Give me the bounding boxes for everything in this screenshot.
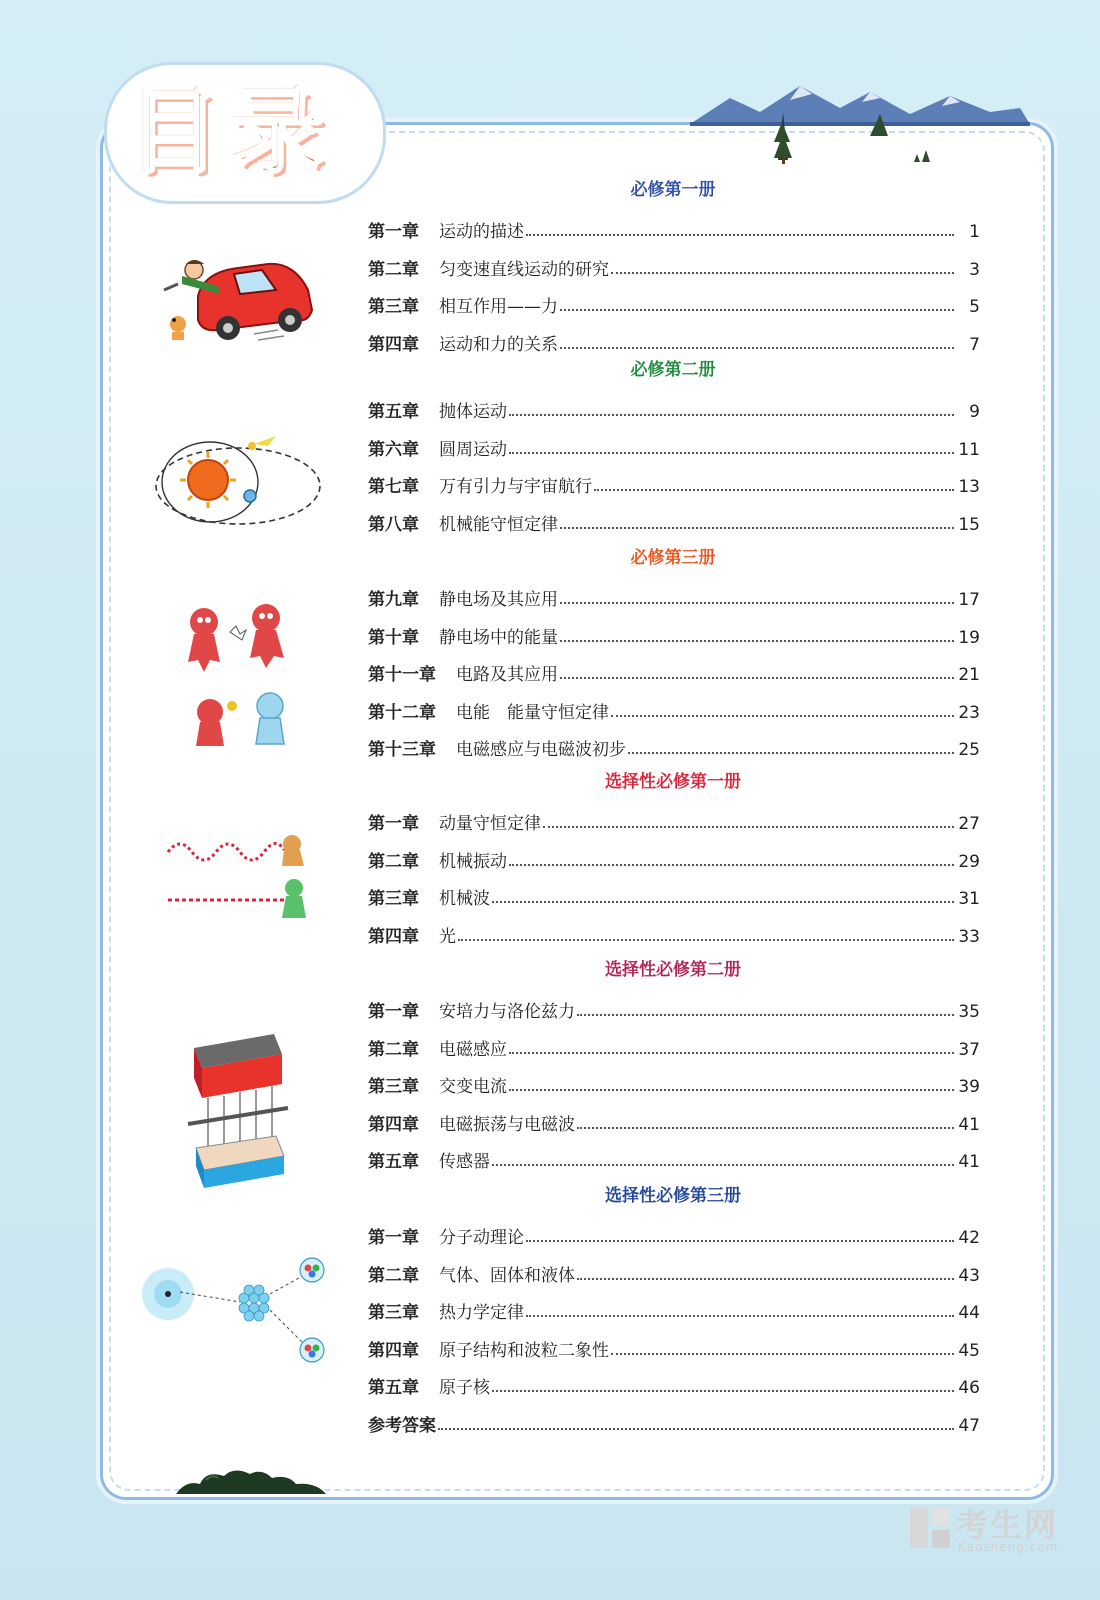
chapter-title: 安培力与洛伦兹力: [439, 1002, 575, 1022]
page-title: 目录: [128, 79, 337, 186]
toc-entry[interactable]: [368, 996, 980, 1022]
dot-leader: [611, 272, 954, 274]
chapter-title: 光: [439, 926, 456, 947]
toc-entry[interactable]: [368, 434, 980, 460]
toc-entry[interactable]: [368, 659, 980, 685]
dot-leader: [577, 1278, 954, 1280]
dot-leader: [543, 826, 954, 828]
toc-entry[interactable]: [368, 329, 980, 355]
mountain-decoration: [690, 78, 1030, 178]
toc-entry[interactable]: [368, 1297, 980, 1323]
chapter-title: 气体、固体和液体: [439, 1265, 575, 1286]
toc-entry[interactable]: [368, 1109, 980, 1135]
chapter-number: 第四章: [368, 334, 419, 355]
toc-entry[interactable]: [368, 1146, 980, 1172]
dot-leader: [577, 1014, 954, 1016]
dot-leader: [628, 752, 954, 754]
section-title: 必修第三册: [630, 548, 716, 568]
chapter-title: 电路及其应用: [456, 665, 558, 685]
chapter-number: 第四章: [368, 1340, 419, 1361]
page-number: 7: [969, 334, 980, 355]
toc-entry[interactable]: [368, 1335, 980, 1361]
dot-leader: [526, 1240, 954, 1242]
page-number: 41: [958, 1152, 980, 1172]
chapter-number: 第六章: [368, 439, 419, 460]
chapter-number: 第四章: [368, 1114, 419, 1135]
page-number: 39: [958, 1077, 980, 1097]
toc-entry[interactable]: [368, 216, 980, 242]
chapter-title: 运动的描述: [439, 222, 524, 242]
dot-leader: [509, 864, 954, 866]
chapter-number: 第十三章: [368, 740, 436, 760]
chapter-number: 第五章: [368, 1378, 419, 1398]
dot-leader: [458, 939, 954, 941]
watermark: [908, 1500, 1068, 1560]
chapter-number: 第三章: [368, 1303, 419, 1323]
chapter-title: 运动和力的关系: [439, 334, 558, 355]
dot-leader: [492, 1164, 954, 1166]
chapter-number: 第十二章: [368, 702, 436, 723]
dot-leader: [577, 1127, 954, 1129]
chapter-title: 动量守恒定律: [439, 814, 541, 834]
page-number: 25: [958, 740, 980, 760]
watermark-text: 考生网: [956, 1506, 1059, 1544]
section-title: 选择性必修第二册: [605, 960, 741, 980]
toc-entry[interactable]: [368, 254, 980, 280]
dot-leader: [594, 489, 954, 491]
chapter-title: 原子结构和波粒二象性: [439, 1340, 609, 1361]
dot-leader: [492, 1390, 954, 1392]
page-number: 35: [958, 1002, 980, 1022]
page-number: 3: [969, 259, 980, 280]
page-number: 13: [958, 477, 980, 497]
page-number: 23: [958, 702, 980, 723]
dot-leader: [526, 1315, 954, 1317]
toc-entry[interactable]: [368, 1372, 980, 1398]
page-number: 47: [958, 1415, 980, 1436]
page-number: 33: [958, 926, 980, 947]
dot-leader: [438, 1428, 954, 1430]
chapter-number: 第一章: [368, 1228, 419, 1248]
wave-illustration: [164, 826, 314, 926]
watermark-logo-icon: [908, 1506, 952, 1550]
chapter-number: 第七章: [368, 477, 419, 497]
section-title: 选择性必修第三册: [605, 1186, 741, 1206]
toc-entry[interactable]: [368, 883, 980, 909]
page-number: 31: [958, 889, 980, 909]
chapter-number: 第八章: [368, 514, 419, 535]
chapter-number: 第二章: [368, 851, 419, 872]
chapter-number: 第十一章: [368, 665, 436, 685]
chapter-number: 第一章: [368, 814, 419, 834]
chapter-number: 第二章: [368, 1039, 419, 1060]
toc-entry[interactable]: [368, 1410, 980, 1436]
chapter-title: 传感器: [439, 1152, 490, 1172]
chapter-title: 机械振动: [439, 851, 507, 872]
page-number: 1: [969, 222, 980, 242]
section-title: 必修第一册: [630, 180, 716, 200]
toc-entry[interactable]: [368, 471, 980, 497]
dot-leader: [509, 1052, 954, 1054]
page-number: 37: [958, 1039, 980, 1060]
chapter-number: 第一章: [368, 1002, 419, 1022]
dot-leader: [560, 602, 954, 604]
chapter-title: 圆周运动: [439, 439, 507, 460]
car-person-illustration: [158, 250, 328, 350]
toc-entry[interactable]: [368, 1222, 980, 1248]
toc-entry[interactable]: [368, 921, 980, 947]
chapter-title: 静电场中的能量: [439, 627, 558, 648]
chapter-number: 第十章: [368, 627, 419, 648]
chapter-title: 热力学定律: [439, 1303, 524, 1323]
page-number: 45: [958, 1340, 980, 1361]
toc-entry[interactable]: [368, 846, 980, 872]
page-number: 19: [958, 627, 980, 648]
dot-leader: [560, 527, 954, 529]
dot-leader: [611, 1353, 954, 1355]
chapter-title: 静电场及其应用: [439, 590, 558, 610]
page-number: 17: [958, 590, 980, 610]
dot-leader: [560, 347, 954, 349]
magnet-field-illustration: [184, 1028, 294, 1198]
page-number: 41: [958, 1114, 980, 1135]
dot-leader: [509, 414, 954, 416]
chapter-title: 匀变速直线运动的研究: [439, 259, 609, 280]
page-number: 15: [958, 514, 980, 535]
toc-entry[interactable]: [368, 622, 980, 648]
page-number: 42: [958, 1228, 980, 1248]
chapter-title: 相互作用——力: [439, 297, 558, 317]
toc-entry[interactable]: [368, 734, 980, 760]
dot-leader: [560, 309, 954, 311]
page-number: 9: [969, 402, 980, 422]
section-title: 必修第二册: [630, 360, 716, 380]
chapter-number: 第四章: [368, 926, 419, 947]
toc-entry[interactable]: [368, 697, 980, 723]
orbit-illustration: [150, 428, 340, 528]
dot-leader: [492, 901, 954, 903]
toc-entry[interactable]: [368, 1034, 980, 1060]
dot-leader: [611, 715, 954, 717]
dot-leader: [560, 640, 954, 642]
toc-entry[interactable]: [368, 1260, 980, 1286]
chapter-title: 机械波: [439, 889, 490, 909]
atom-illustration: [140, 1250, 340, 1380]
page-number: 27: [958, 814, 980, 834]
chapter-number: 第三章: [368, 889, 419, 909]
chapter-number: 第二章: [368, 259, 419, 280]
toc-entry[interactable]: [368, 291, 980, 317]
toc-entry[interactable]: [368, 808, 980, 834]
chapter-title: 电磁感应与电磁波初步: [456, 740, 626, 760]
dot-leader: [509, 1089, 954, 1091]
chapter-number: 第三章: [368, 297, 419, 317]
dot-leader: [509, 452, 954, 454]
chapter-number: 第三章: [368, 1077, 419, 1097]
page-number: 29: [958, 851, 980, 872]
page-number: 46: [958, 1378, 980, 1398]
chapter-title: 电磁振荡与电磁波: [439, 1114, 575, 1135]
section-title: 选择性必修第一册: [605, 772, 741, 792]
page-number: 21: [958, 665, 980, 685]
bushes-decoration: [176, 1460, 356, 1496]
chapter-title: 机械能守恒定律: [439, 514, 558, 535]
dot-leader: [560, 677, 954, 679]
chapter-number: 参考答案: [368, 1415, 436, 1436]
page-number: 43: [958, 1265, 980, 1286]
chapter-title: 电能 能量守恒定律: [456, 702, 609, 723]
chapter-number: 第五章: [368, 1152, 419, 1172]
chapter-title: 原子核: [439, 1378, 490, 1398]
toc-entry[interactable]: [368, 396, 980, 422]
chapter-title: 万有引力与宇宙航行: [439, 477, 592, 497]
toc-entry[interactable]: [368, 584, 980, 610]
page-number: 44: [958, 1303, 980, 1323]
chapter-title: 电磁感应: [439, 1039, 507, 1060]
page-number: 5: [969, 297, 980, 317]
dot-leader: [526, 234, 954, 236]
charge-characters-illustration: [180, 602, 300, 752]
chapter-number: 第二章: [368, 1265, 419, 1286]
toc-entry[interactable]: [368, 509, 980, 535]
chapter-title: 交变电流: [439, 1077, 507, 1097]
page-number: 11: [958, 439, 980, 460]
watermark-subtext: Kaosheng.com: [958, 1540, 1059, 1554]
toc-entry[interactable]: [368, 1071, 980, 1097]
chapter-number: 第九章: [368, 590, 419, 610]
chapter-title: 分子动理论: [439, 1228, 524, 1248]
chapter-number: 第一章: [368, 222, 419, 242]
chapter-title: 抛体运动: [439, 402, 507, 422]
chapter-number: 第五章: [368, 402, 419, 422]
